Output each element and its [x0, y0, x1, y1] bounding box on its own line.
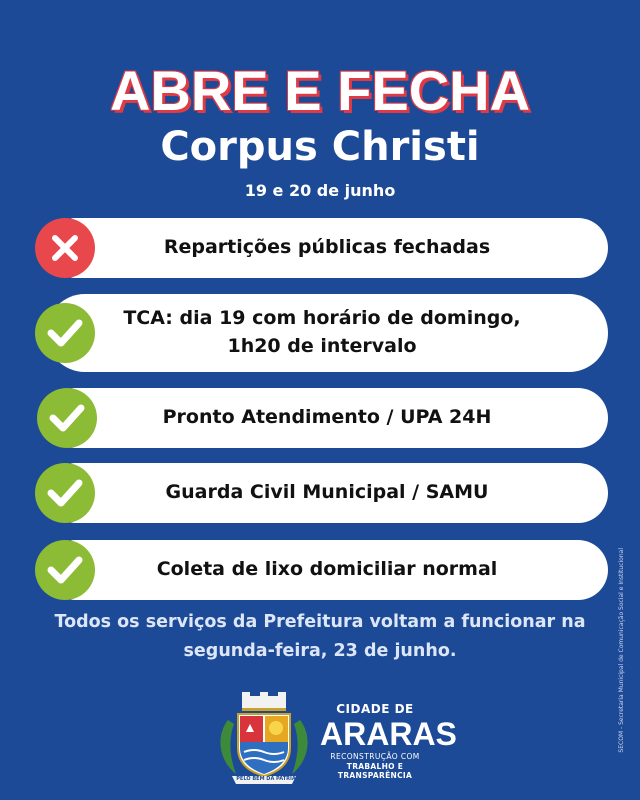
status-item-4 — [46, 463, 608, 523]
logo-slogan-line-1: RECONSTRUÇÃO COM — [330, 752, 420, 761]
status-item-5 — [46, 540, 608, 600]
status-item-1 — [46, 218, 608, 278]
footer-line-1: Todos os serviços da Prefeitura voltam a funcionar na — [54, 612, 586, 632]
logo-city-prefix: CIDADE DE — [336, 702, 414, 716]
check-icon — [37, 388, 97, 448]
status-item-label: 1h20 de intervalo — [227, 335, 417, 357]
status-item-label: Pronto Atendimento / UPA 24H — [162, 406, 492, 429]
check-icon — [35, 303, 95, 363]
page-title: ABRE E FECHA — [109, 59, 531, 122]
x-icon — [35, 218, 95, 278]
logo-slogan-line-2: TRABALHO E TRANSPARÊNCIA — [337, 762, 413, 780]
coat-of-arms-icon — [214, 690, 314, 788]
city-logo — [212, 690, 457, 790]
logo-city-name: ARARAS — [320, 716, 457, 752]
status-item-label: Repartições públicas fechadas — [163, 236, 491, 259]
page-subtitle: Corpus Christi — [160, 124, 480, 170]
status-item-3 — [46, 388, 608, 448]
status-item-label: TCA: dia 19 com horário de domingo, — [123, 307, 521, 330]
status-item-label: Guarda Civil Municipal / SAMU — [165, 481, 489, 504]
status-item-2 — [46, 294, 608, 372]
crest-motto: PELO BEM DA PÁTRIA — [236, 776, 296, 782]
footer-notice — [20, 608, 620, 666]
secom-credit: SECOM - Secretaria Municipal de Comunicação Social e Institucional — [618, 548, 625, 753]
check-icon — [35, 463, 95, 523]
event-date: 19 e 20 de junho — [244, 181, 396, 200]
check-icon — [35, 540, 95, 600]
footer-line-2: segunda-feira, 23 de junho. — [183, 640, 457, 661]
status-item-label: Coleta de lixo domiciliar normal — [156, 558, 498, 581]
